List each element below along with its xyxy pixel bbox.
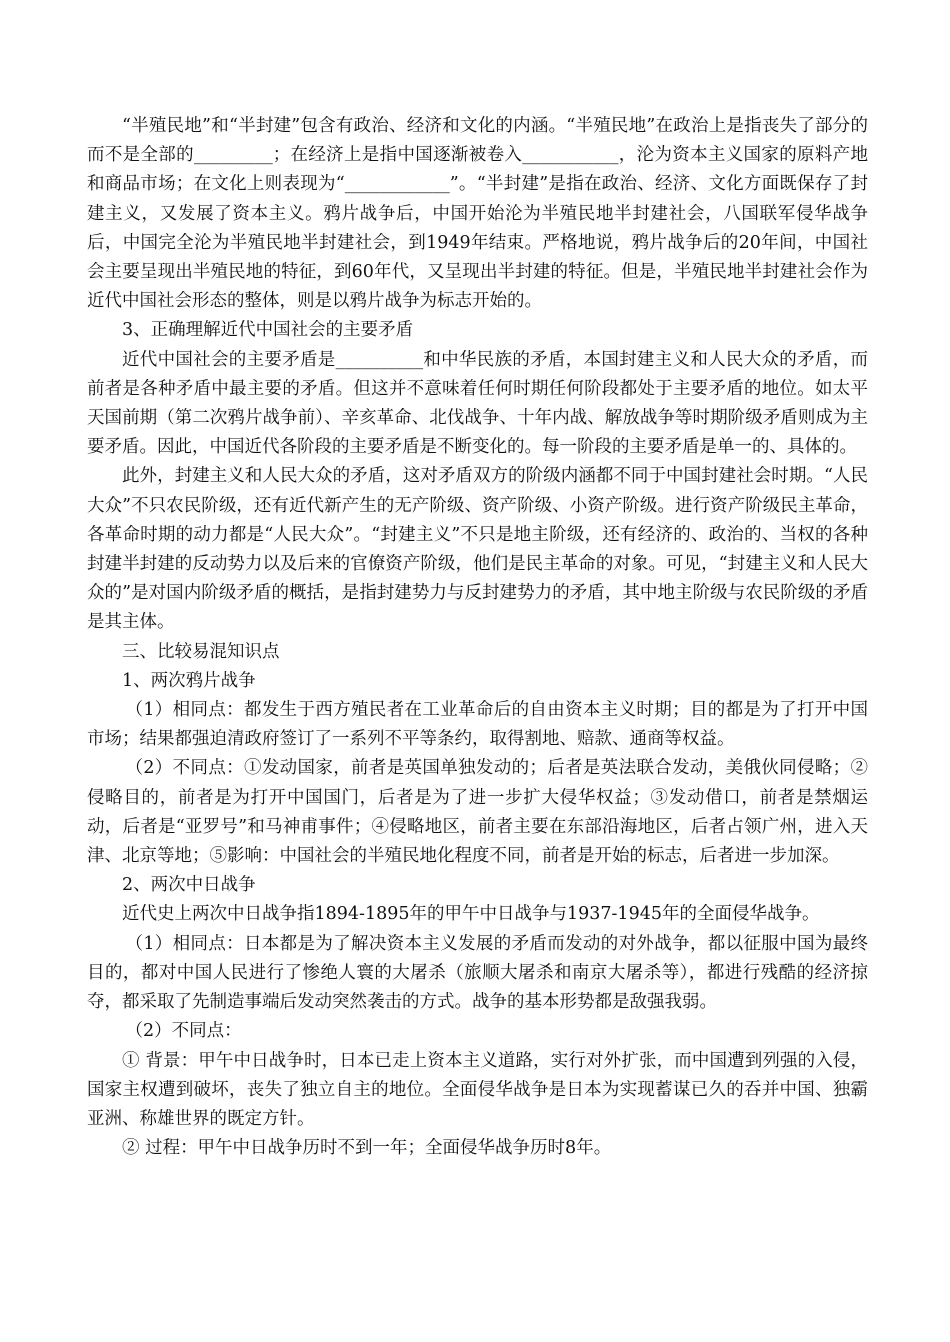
paragraph-background: ① 背景：甲午中日战争时，日本已走上资本主义道路，实行对外扩张，而中国遭到列强的入侵，国家主权遭到破坏，丧失了独立自主的地位。全面侵华战争是日本为实现蓄谋已久的吞并中国、独霸亚洲、称雄世界的既定方针。 [87,1050,868,1129]
paragraph-semi-colonial: “半殖民地”和“半封建”包含有政治、经济和文化的内涵。“半殖民地”在政治上是指丧失了部分的而不是全部的_________；在经济上是指中国逐渐被卷入___________，沦为资本主义国家的原料产地和商品市场；在文化上则表现为“____________”。“半封建”是指在政治、经济、文化方面既保存了封建主义，又发展了资本主义。鸦片战争后，中国开始沦为半殖民地半封建社会，八国联军侵华战争后，中国完全沦为半殖民地半封建社会，到1949年结束。严格地说，鸦片战争后的20年间，中国社会主要呈现出半殖民地的特征，到60年代，又呈现出半封建的特征。但是，半殖民地半封建社会作为近代中国社会形态的整体，则是以鸦片战争为标志开始的。 [87,116,868,312]
paragraph-opium-differences: （2）不同点：①发动国家，前者是英国单独发动的；后者是英法联合发动，美俄伙同侵略；②侵略目的，前者是为打开中国国门，后者是为了进一步扩大侵华权益；③发动借口，前者是禁烟运动，后者是“亚罗号”和马神甫事件；④侵略地区，前者主要在东部沿海地区，后者占领广州，进入天津、北京等地；⑤影响：中国社会的半殖民地化程度不同，前者是开始的标志，后者进一步加深。 [87,758,868,867]
heading-main-contradiction: 3、正确理解近代中国社会的主要矛盾 [122,320,414,341]
heading-sino-japanese-differences: （2）不同点： [125,1021,242,1042]
paragraph-sino-japanese-intro: 近代史上两次中日战争指1894-1895年的甲午中日战争与1937-1945年的全面侵华战争。 [122,904,820,925]
paragraph-feudalism-masses: 此外，封建主义和人民大众的矛盾，这对矛盾双方的阶级内涵都不同于中国封建社会时期。“人民大众”不只农民阶级，还有近代新产生的无产阶级、资产阶级、小资产阶级。进行资产阶级民主革命，各革命时期的动力都是“人民大众”。“封建主义”不只是地主阶级，还有经济的、政治的、当权的各种封建半封建的反动势力以及后来的官僚资产阶级，他们是民主革命的对象。可见，“封建主义和人民大众的”是对国内阶级矛盾的概括，是指封建势力与反封建势力的矛盾，其中地主阶级与农民阶级的矛盾是其主体。 [87,466,868,633]
paragraph-opium-similarities: （1）相同点：都发生于西方殖民者在工业革命后的自由资本主义时期；目的都是为了打开中国市场；结果都强迫清政府签订了一系列不平等条约，取得割地、赔款、通商等权益。 [87,700,868,750]
paragraph-sino-japanese-similarities: （1）相同点：日本都是为了解决资本主义发展的矛盾而发动的对外战争，都以征服中国为最终目的，都对中国人民进行了惨绝人寰的大屠杀（旅顺大屠杀和南京大屠杀等），都进行残酷的经济掠夺，都采取了先制造事端后发动突然袭击的方式。战争的基本形势都是敌强我弱。 [87,933,868,1013]
heading-confusable-points: 三、比较易混知识点 [122,641,280,662]
paragraph-main-contradiction: 近代中国社会的主要矛盾是__________和中华民族的矛盾，本国封建主义和人民大众的矛盾，而前者是各种矛盾中最主要的矛盾。但这并不意味着任何时期任何阶段都处于主要矛盾的地位。如太平天国前期（第二次鸦片战争前）、辛亥革命、北伐战争、十年内战、解放战争等时期阶级矛盾则成为主要矛盾。因此，中国近代各阶段的主要矛盾是不断变化的。每一阶段的主要矛盾是单一的、具体的。 [87,349,868,458]
paragraph-process: ② 过程：甲午中日战争历时不到一年；全面侵华战争历时8年。 [122,1138,612,1159]
heading-sino-japanese-wars: 2、两次中日战争 [122,875,256,896]
heading-opium-wars: 1、两次鸦片战争 [122,670,256,691]
